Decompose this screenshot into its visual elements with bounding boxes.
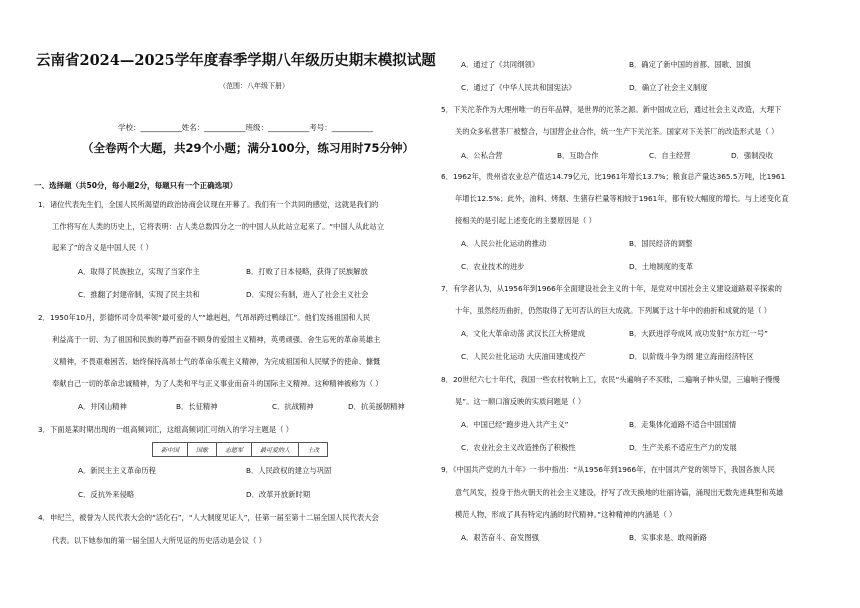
q4-option-c[interactable]: C．通过了《中华人民共和国宪法》 [461, 83, 576, 92]
q6-option-a[interactable]: A．人民公社化运动的推动 [461, 239, 547, 248]
keyword-cell: 国歌 [188, 443, 217, 457]
q2-option-c[interactable]: C．抗战精神 [272, 402, 314, 411]
q8-option-c[interactable]: C．农业社会主义改造挫伤了积极性 [461, 443, 576, 452]
q6-option-d[interactable]: D．土地制度的变革 [629, 262, 693, 271]
q3-option-b[interactable]: B．人民政权的建立与巩固 [246, 466, 332, 475]
q9-stem-line: 模范人物，形成了具有特定内涵的时代精神。”这种精神的内涵是（ ） [455, 510, 677, 519]
q1-option-b[interactable]: B．打败了日本侵略，获得了民族解放 [246, 267, 368, 276]
keyword-cell: 土改 [299, 443, 328, 457]
q3-stem-line: 3．下面是某时期出现的一组高频词汇，这组高频词汇可纳入的学习主题是（ ） [38, 425, 294, 434]
exam-scope: （范围：八年级下册） [219, 82, 289, 90]
q7-option-b[interactable]: B．大跃进浮夸成风 成功发射“东方红一号” [629, 329, 768, 338]
q6-option-c[interactable]: C．农业技术的进步 [461, 262, 525, 271]
q9-stem-line: 意气风发，投身于热火朝天的社会主义建设，抒写了改天换地的壮丽诗篇，涌现出无数先进典型和英雄 [455, 488, 784, 497]
q5-stem-line: 关的众多私营茶厂被整合，与国营企业合作，统一生产下关沱茶。国家对下关茶厂的改造形式是（ ） [455, 127, 779, 136]
q1-stem-line: 1．诸位代表先生们，全国人民所渴望的政治协商会议现在开幕了。我们有一个共同的感觉，这就是我们的 [38, 200, 379, 209]
q5-option-b[interactable]: B．互助合作 [557, 151, 599, 160]
q3-option-c[interactable]: C．反抗外来侵略 [78, 490, 135, 499]
q1-stem-line: 起来了”的含义是中国人民（ ） [52, 243, 153, 252]
q8-stem-line: 晃”。这一顺口溜反映的实质问题是（ ） [455, 397, 586, 406]
keyword-table [152, 442, 328, 457]
student-info-line: 学校：___________姓名：___________班级：___________考号：___________ [118, 123, 373, 132]
q6-stem-line: 接相关的是引起上述变化的主要原因是（ ） [455, 216, 596, 225]
q7-option-c[interactable]: C．人民公社化运动 大庆油田建成投产 [461, 352, 586, 361]
q8-stem-line: 8．20世纪六七十年代，我国一些农村牧响上工，农民“头遍响子不买账，二遍响子伸头望，三遍响子慢慢 [441, 375, 780, 384]
q3-option-a[interactable]: A．新民主主义革命历程 [78, 466, 156, 475]
q2-option-a[interactable]: A．井冈山精神 [78, 402, 127, 411]
q9-option-a[interactable]: A．艰苦奋斗、奋发图强 [461, 533, 539, 542]
keyword-cell: 最可爱的人 [252, 443, 299, 457]
exam-title: 云南省2024—2025学年度春季学期八年级历史期末模拟试题 [36, 52, 436, 69]
q1-option-c[interactable]: C．推翻了封建帝制，实现了民主共和 [78, 290, 200, 299]
q5-option-a[interactable]: A．公私合营 [461, 151, 503, 160]
q7-stem-line: 十年，虽然经历曲折，仍然取得了无可否认的巨大成就。下列属于这十年中的曲折和成就的是（ ） [455, 306, 772, 315]
q2-stem-line: 奉献自己一切的革命忠诚精神，为了人类和平与正义事业而奋斗的国际主义精神。这种精神被称为（ ） [52, 379, 383, 388]
keyword-cell: 新中国 [153, 443, 188, 457]
q5-option-c[interactable]: C．自主经营 [649, 151, 691, 160]
q1-option-d[interactable]: D．实现公有制，进入了社会主义社会 [246, 290, 369, 299]
q8-option-b[interactable]: B．走集体化道路不适合中国国情 [629, 420, 737, 429]
exam-subtitle: （全卷两个大题，共29个小题；满分100分，练习用时75分钟） [82, 141, 415, 155]
q4-option-a[interactable]: A．通过了《共同纲领》 [461, 60, 539, 69]
q4-option-d[interactable]: D．确立了社会主义制度 [629, 83, 708, 92]
q1-stem-line: 工作将写在人类的历史上，它将表明：占人类总数四分之一的中国人从此站立起来了。“中国人从此站立 [52, 222, 385, 231]
q3-option-d[interactable]: D．改革开放新时期 [246, 490, 310, 499]
section-heading: 一、选择题（共50分，每小题2分，每题只有一个正确选项） [34, 181, 238, 190]
q7-option-a[interactable]: A．文化大革命动荡 武汉长江大桥建成 [461, 329, 586, 338]
q4-stem-line: 4．申纪兰，被誉为人民代表大会的“活化石”，“人大制度见证人”，任第一届至第十二届全国人民代表大会 [38, 513, 379, 522]
q2-stem-line: 利益高于一切、为了祖国和民族的尊严而奋不顾身的爱国主义精神，英勇顽强、舍生忘死的革命英雄主 [52, 335, 381, 344]
q4-option-b[interactable]: B．确定了新中国的首都、国歌、国旗 [629, 60, 751, 69]
q5-option-d[interactable]: D．强制没收 [731, 151, 774, 160]
q1-option-a[interactable]: A．取得了民族独立，实现了当家作主 [78, 267, 200, 276]
q9-stem-line: 9．《中国共产党的九十年》一书中指出：“从1956年到1966年，在中国共产党的领导下，我国各族人民 [441, 465, 775, 474]
q4-stem-line: 代表。以下她参加的第一届全国人大所见证的历史活动是会议（ ） [52, 536, 266, 545]
q2-option-d[interactable]: D．抗美援朝精神 [348, 402, 405, 411]
q6-option-b[interactable]: B．国民经济的调整 [629, 239, 693, 248]
q8-option-a[interactable]: A．中国已经“跑步进入共产主义” [461, 420, 569, 429]
q9-option-b[interactable]: B．实事求是、敢闯新路 [629, 533, 707, 542]
q2-stem-line: 2．1950年10月，彭德怀司令员率领“最可爱的人”“雄赳赳，气昂昂跨过鸭绿江”。他们发扬祖国和人民 [38, 313, 371, 322]
q7-stem-line: 7．有学者认为，从1956年到1966年全面建设社会主义的十年，是党对中国社会主义建设道路艰辛探索的 [441, 284, 782, 293]
q5-stem-line: 5．下关沱茶作为大理州唯一的百年品牌，是世界的沱茶之源。新中国成立后，通过社会主义改造，大理下 [441, 105, 782, 114]
q2-stem-line: 义精神，不畏艰难困苦、始终保持高昂士气的革命乐观主义精神，为完成祖国和人民赋予的使命、慷慨 [52, 357, 381, 366]
keyword-cell: 志愿军 [217, 443, 252, 457]
q8-option-d[interactable]: D．生产关系不适应生产力的发展 [629, 443, 737, 452]
q6-stem-line: 6．1962年，贵州省农业总产值达14.79亿元，比1961年增长13.7%；粮食总产量达365.5万吨，比1961 [441, 172, 786, 181]
q6-stem-line: 年增长12.5%；此外，油料、烤烟、生猪存栏量等相较于1961年，都有较大幅度的增长。与上述变化直 [455, 194, 789, 203]
q7-option-d[interactable]: D．以阶级斗争为纲 建立海南经济特区 [629, 352, 754, 361]
q2-option-b[interactable]: B．长征精神 [176, 402, 218, 411]
